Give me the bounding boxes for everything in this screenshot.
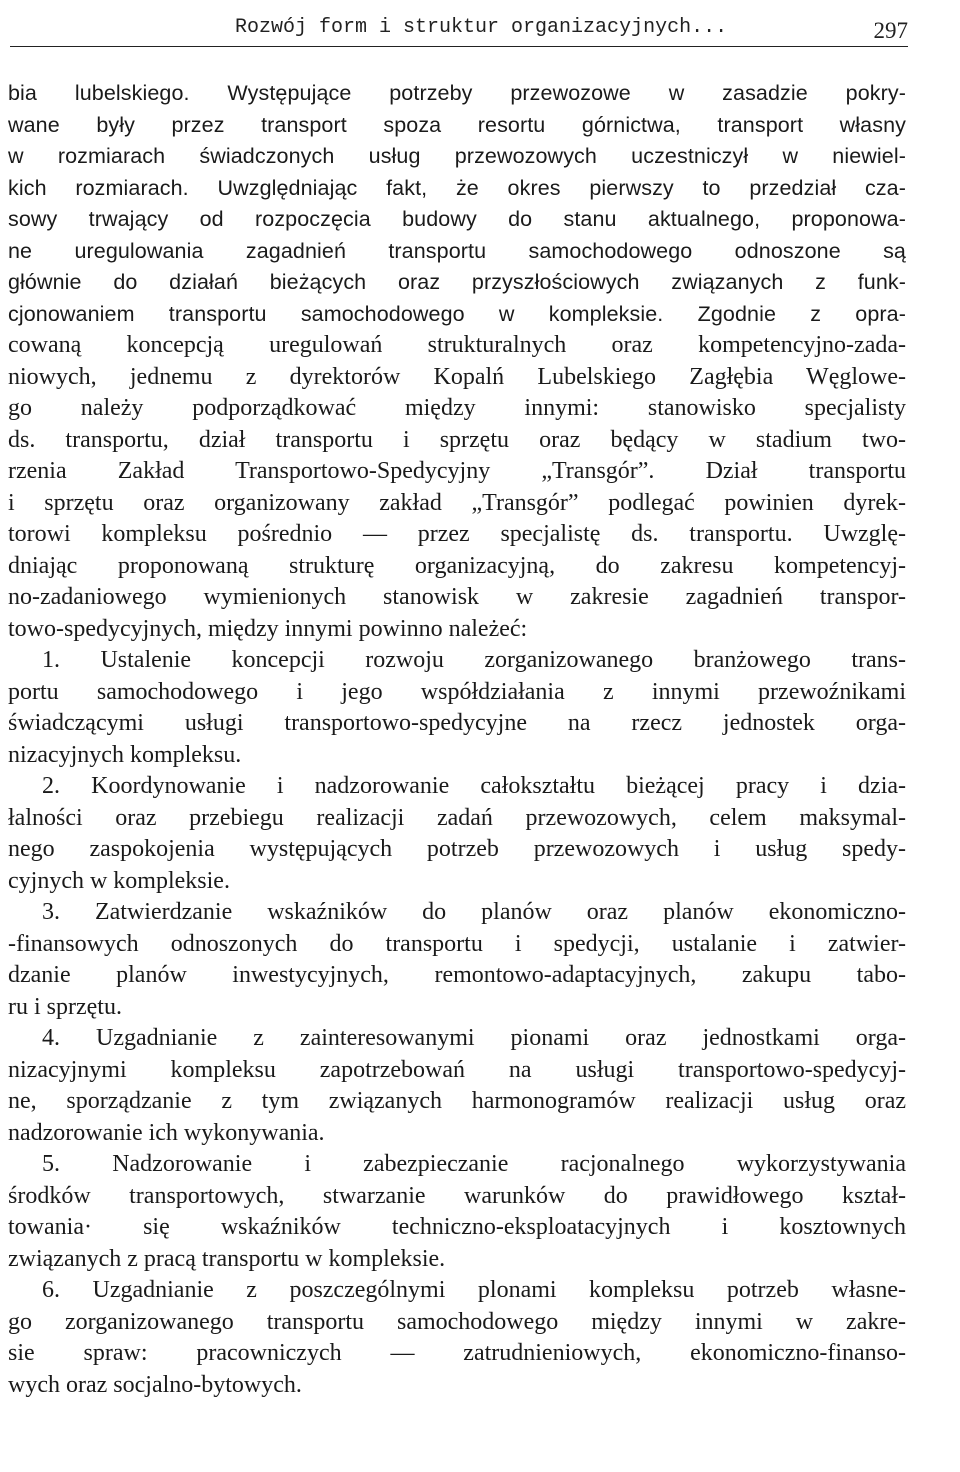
- text-line: dzanie planów inwestycyjnych, remontowo-adaptacyjnych, zakupu tabo-: [8, 962, 906, 988]
- text-line: nego zaspokojenia występujących potrzeb przewozowych i usług spedy-: [8, 836, 906, 862]
- text-line: nizacyjnych kompleksu.: [8, 741, 242, 768]
- text-line: cyjnych w kompleksie.: [8, 867, 230, 894]
- text-line: ru i sprzętu.: [8, 993, 122, 1020]
- text-line: towania· się wskaźników techniczno-eksploatacyjnych i kosztownych: [8, 1214, 906, 1240]
- text-line: 3. Zatwierdzanie wskaźników do planów oraz planów ekonomiczno-: [42, 899, 906, 925]
- text-line: nadzorowanie ich wykonywania.: [8, 1119, 325, 1146]
- text-line: cowaną koncepcją uregulowań strukturalnych oraz kompetencyjno-zada-: [8, 332, 906, 358]
- text-line: towo-spedycyjnych, między innymi powinno należeć:: [8, 615, 528, 642]
- text-line: wych oraz socjalno-bytowych.: [8, 1371, 302, 1398]
- text-line: ne, sporządzanie z tym związanych harmonogramów realizacji usług oraz: [8, 1088, 906, 1114]
- text-line: w rozmiarach świadczonych usług przewozowych uczestniczył w niewiel-: [8, 144, 906, 168]
- text-line: ne uregulowania zagadnień transportu samochodowego odnoszone są: [8, 238, 906, 263]
- text-line: -finansowych odnoszonych do transportu i spedycji, ustalanie i zatwier-: [8, 930, 906, 957]
- text-line: związanych z pracą transportu w kompleksie.: [8, 1245, 446, 1272]
- text-line: 1. Ustalenie koncepcji rozwoju zorganizowanego branżowego trans-: [42, 647, 906, 673]
- text-line: ds. transportu, dział transportu i sprzętu oraz będący w stadium two-: [8, 426, 906, 453]
- page-header: [10, 12, 908, 47]
- text-line: środków transportowych, stwarzanie warunków do prawidłowego kształ-: [8, 1182, 906, 1209]
- text-line: łalności oraz przebiegu realizacji zadań przewozowych, celem maksymal-: [8, 804, 906, 831]
- text-line: kich rozmiarach. Uwzględniając fakt, że okres pierwszy to przedział cza-: [8, 175, 906, 200]
- text-line: 4. Uzgadnianie z zainteresowanymi pionami oraz jednostkami orga-: [42, 1025, 906, 1051]
- page-number: 297: [873, 18, 908, 43]
- text-line: bia lubelskiego. Występujące potrzeby przewozowe w zasadzie pokry-: [8, 81, 906, 105]
- text-line: i sprzętu oraz organizowany zakład „Transgór” podlegać powinien dyrek-: [8, 489, 906, 516]
- text-line: no-zadaniowego wymienionych stanowisk w zakresie zagadnień transpor-: [8, 584, 906, 610]
- text-line: 6. Uzgadnianie z poszczególnymi plonami kompleksu potrzeb własne-: [42, 1277, 906, 1303]
- text-line: go należy podporządkować między innymi: stanowisko specjalisty: [8, 395, 906, 421]
- text-line: go zorganizowanego transportu samochodowego między innymi w zakre-: [8, 1308, 906, 1335]
- running-head: Rozwój form i struktur organizacyjnych...: [235, 16, 728, 39]
- body-text: [8, 78, 906, 1401]
- text-line: cjonowaniem transportu samochodowego w kompleksie. Zgodnie z opra-: [8, 301, 906, 326]
- text-line: wane były przez transport spoza resortu górnictwa, transport własny: [8, 112, 906, 137]
- text-line: świadczącymi usługi transportowo-spedycyjne na rzecz jednostek orga-: [8, 710, 906, 736]
- text-line: rzenia Zakład Transportowo-Spedycyjny „Transgór”. Dział transportu: [8, 458, 906, 484]
- text-line: nizacyjnymi kompleksu zapotrzebowań na usługi transportowo-spedycyj-: [8, 1056, 906, 1083]
- text-line: sowy trwający od rozpoczęcia budowy do stanu aktualnego, proponowa-: [8, 207, 906, 231]
- text-line: 2. Koordynowanie i nadzorowanie całokształtu bieżącej pracy i dzia-: [42, 773, 906, 799]
- text-line: dniając proponowaną strukturę organizacyjną, do zakresu kompetencyj-: [8, 552, 906, 579]
- text-line: niowych, jednemu z dyrektorów Kopalń Lubelskiego Zagłębia Węglowe-: [8, 363, 906, 390]
- text-line: głównie do działań bieżących oraz przyszłościowych związanych z funk-: [8, 270, 906, 294]
- text-line: torowi kompleksu pośrednio — przez specjalistę ds. transportu. Uwzglę-: [8, 521, 906, 547]
- text-line: portu samochodowego i jego współdziałania z innymi przewoźnikami: [8, 678, 906, 705]
- text-line: sie spraw: pracowniczych — zatrudnieniowych, ekonomiczno-finanso-: [8, 1340, 906, 1366]
- text-line: 5. Nadzorowanie i zabezpieczanie racjonalnego wykorzystywania: [42, 1151, 906, 1177]
